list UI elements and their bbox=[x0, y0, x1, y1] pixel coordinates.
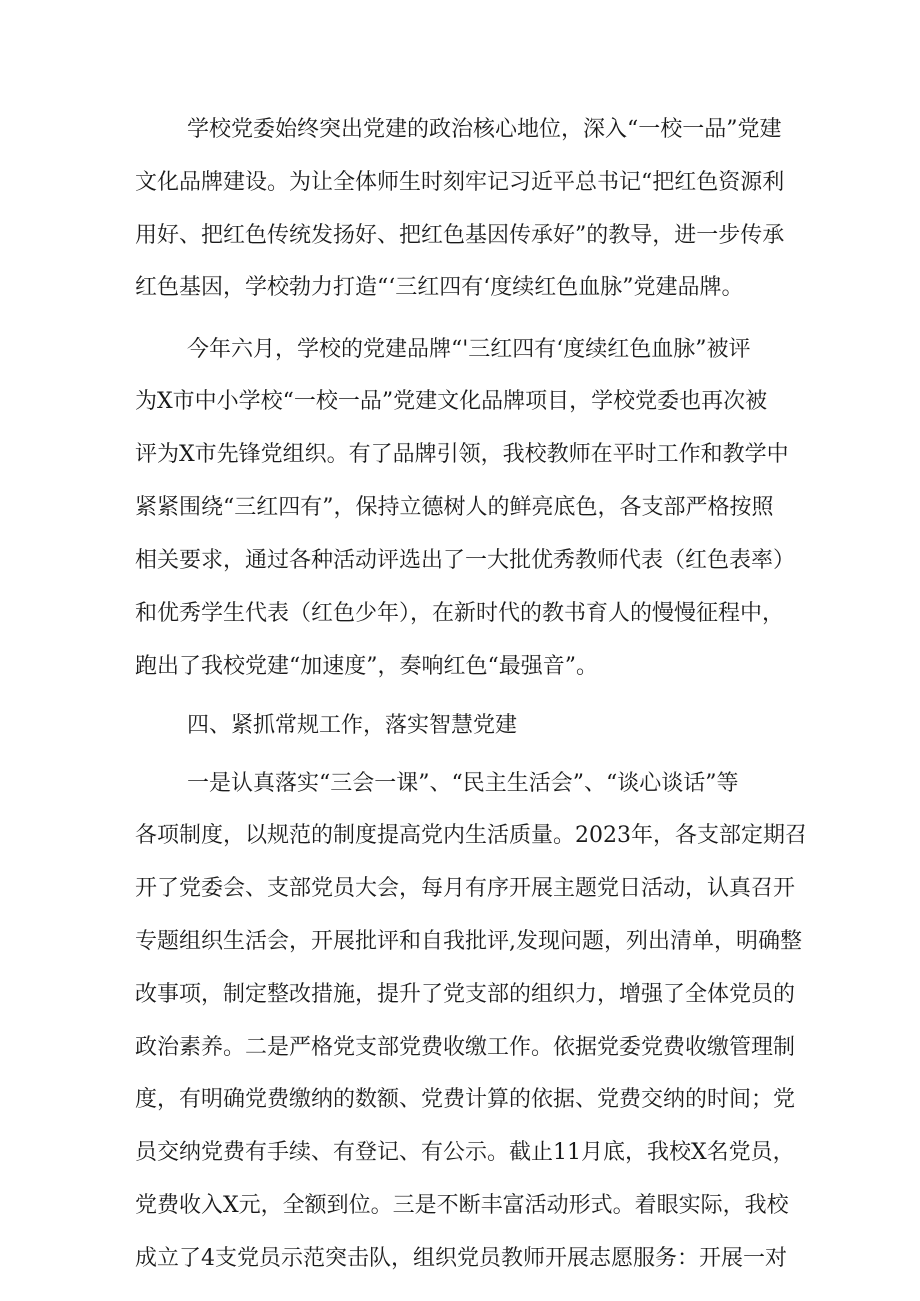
paragraph-3-line-4: 专题组织生活会，开展批评和自我批评,发现问题，列出清单，明确整 bbox=[135, 929, 802, 954]
paragraph-3-line-8: 员交纳党费有手续、有登记、有公示。截止11月底，我校X名党员， bbox=[135, 1140, 795, 1165]
paragraph-3-line-6: 政治素养。二是严格党支部党费收缴工作。依据党委党费收缴管理制 bbox=[135, 1035, 796, 1060]
paragraph-3-line-3: 开了党委会、支部党员大会，每月有序开展主题党日活动，认真召开 bbox=[135, 876, 796, 901]
paragraph-3-line-5: 改事项，制定整改措施，提升了党支部的组织力，增强了全体党员的 bbox=[135, 982, 796, 1007]
paragraph-3-line-10: 成立了4支党员示范突击队，组织党员教师开展志愿服务：开展一对 bbox=[135, 1246, 787, 1271]
paragraph-1-line-1: 学校党委始终突出党建的政治核心地位，深入“一校一品”党建 bbox=[187, 117, 782, 142]
paragraph-1-line-3: 用好、把红色传统发扬好、把红色基因传承好”的教导，进一步传承 bbox=[135, 223, 785, 248]
paragraph-2-line-5: 相关要求，通过各种活动评选出了一大批优秀教师代表（红色表率） bbox=[135, 548, 796, 573]
paragraph-1-line-2: 文化品牌建设。为让全体师生时刻牢记习近平总书记“把红色资源利 bbox=[135, 170, 785, 195]
paragraph-3-line-1: 一是认真落实“三会一课”、“民主生活会”、“谈心谈话”等 bbox=[187, 771, 739, 796]
paragraph-2-line-4: 紧紧围绕“三红四有”，保持立德树人的鲜亮底色，各支部严格按照 bbox=[135, 495, 774, 520]
paragraph-3-line-7: 度，有明确党费缴纳的数额、党费计算的依据、党费交纳的时间；党 bbox=[135, 1087, 796, 1112]
paragraph-1-line-4: 红色基因，学校勃力打造“‘三红四有‘度续红色血脉”党建品牌。 bbox=[135, 275, 744, 300]
paragraph-2-line-7: 跑出了我校党建“加速度”，奏响红色“最强音”。 bbox=[135, 654, 598, 679]
paragraph-3-line-9: 党费收入X元，全额到位。三是不断丰富活动形式。着眼实际，我校 bbox=[135, 1193, 789, 1218]
paragraph-2-line-3: 评为X市先锋党组织。有了品牌引领，我校教师在平时工作和教学中 bbox=[135, 442, 789, 467]
paragraph-2-line-2: 为X市中小学校“一校一品”党建文化品牌项目，学校党委也再次被 bbox=[135, 389, 768, 414]
paragraph-3-line-2: 各项制度，以规范的制度提高党内生活质量。2023年，各支部定期召 bbox=[135, 823, 807, 848]
paragraph-2-line-6: 和优秀学生代表（红色少年），在新时代的教书育人的慢慢征程中， bbox=[135, 601, 785, 626]
paragraph-2-line-1: 今年六月，学校的党建品牌“'三红四有‘度续红色血脉”被评 bbox=[187, 337, 751, 362]
section-heading: 四、紧抓常规工作，落实智慧党建 bbox=[187, 713, 518, 738]
